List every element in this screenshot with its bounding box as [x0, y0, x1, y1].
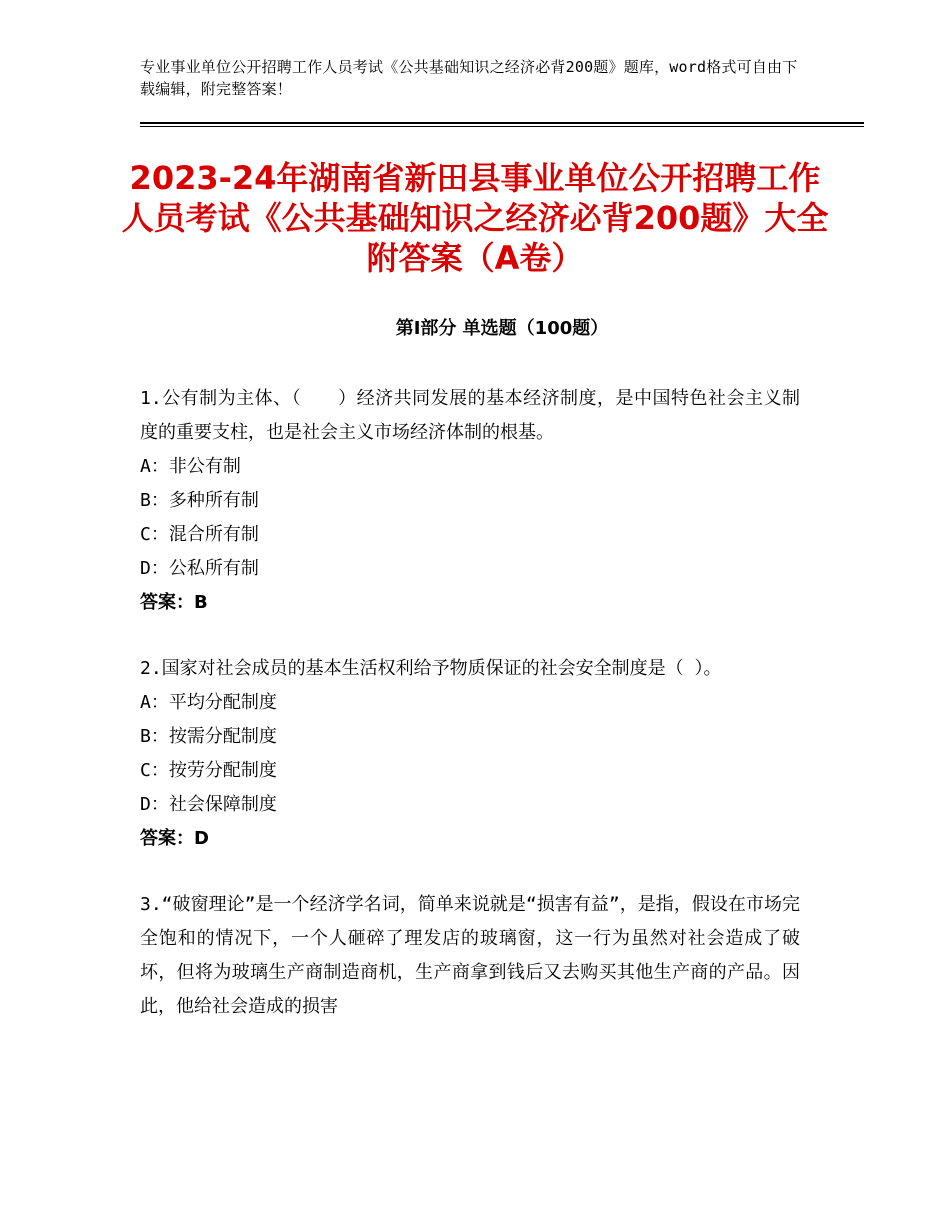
question-item — [140, 888, 800, 1024]
question-list — [140, 382, 800, 1056]
section-title: 第Ⅰ部分 单选题（100题） — [395, 318, 609, 339]
question-option: A：非公有制 — [140, 456, 241, 477]
question-answer: 答案：D — [140, 828, 209, 849]
question-item — [140, 652, 800, 856]
header-divider-thick — [140, 122, 864, 124]
question-option: C：混合所有制 — [140, 524, 259, 545]
question-stem: 1.公有制为主体、（ ）经济共同发展的基本经济制度，是中国特色社会主义制度的重要支柱，也是社会主义市场经济体制的根基。 — [140, 388, 800, 443]
question-stem: 3.“破窗理论”是一个经济学名词，简单来说就是“损害有益”，是指，假设在市场完全饱和的情况下，一个人砸碎了理发店的玻璃窗，这一行为虽然对社会造成了破坏，但将为玻璃生产商制造商机，生产商拿到钱后又去购买其他生产商的产品。因此，他给社会造成的损害 — [140, 894, 800, 1017]
question-item — [140, 382, 800, 620]
question-option: D：社会保障制度 — [140, 794, 277, 815]
header-divider-thin — [140, 126, 864, 127]
question-option: A：平均分配制度 — [140, 692, 277, 713]
header-note: 专业事业单位公开招聘工作人员考试《公共基础知识之经济必背200题》题库，word格式可自由下载编辑，附完整答案！ — [140, 58, 798, 98]
question-option: B：多种所有制 — [140, 490, 259, 511]
question-answer: 答案：B — [140, 592, 208, 613]
question-option: B：按需分配制度 — [140, 726, 277, 747]
question-option: D：公私所有制 — [140, 558, 259, 579]
question-stem: 2.国家对社会成员的基本生活权利给予物质保证的社会安全制度是（ ）。 — [140, 658, 722, 679]
document-title: 2023-24年湖南省新田县事业单位公开招聘工作人员考试《公共基础知识之经济必背200题》大全附答案（A卷） — [121, 159, 829, 277]
question-option: C：按劳分配制度 — [140, 760, 277, 781]
